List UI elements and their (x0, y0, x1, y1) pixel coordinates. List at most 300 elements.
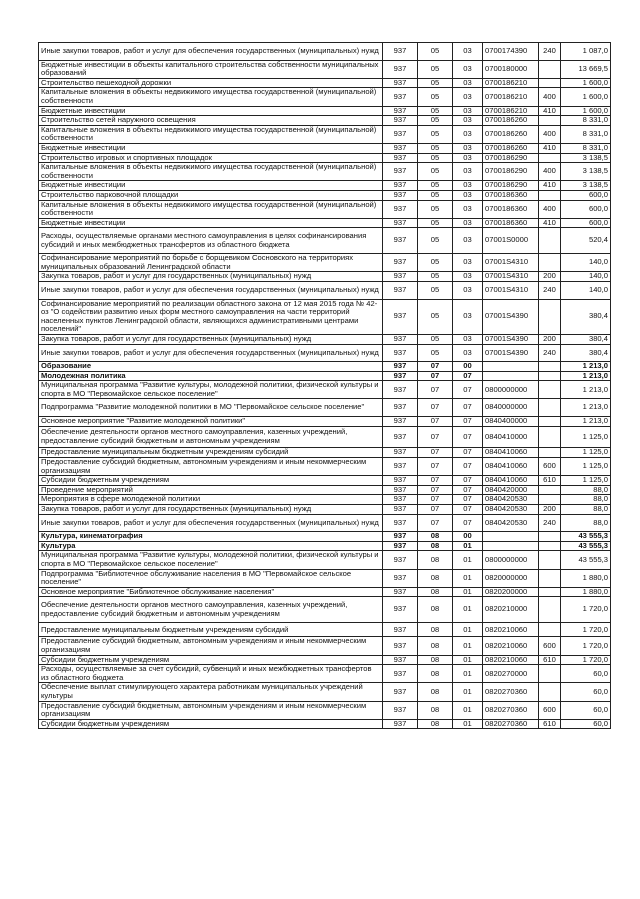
row-expense-type-cell: 400 (539, 163, 561, 181)
row-grbs-cell: 937 (383, 299, 418, 334)
row-amount-cell: 380,4 (561, 299, 611, 334)
row-subsection-cell: 07 (453, 399, 483, 417)
row-name-cell: Бюджетные инвестиции (39, 106, 383, 116)
table-row (39, 344, 611, 362)
row-name-cell: Иные закупки товаров, работ и услуг для обеспечения государственных (муниципальных) нужд (39, 344, 383, 362)
row-amount-cell: 43 555,3 (561, 541, 611, 551)
row-grbs-cell: 937 (383, 190, 418, 200)
budget-document-page (38, 42, 610, 729)
row-target-article-cell: 0700186260 (483, 116, 539, 126)
row-target-article-cell: 0700186360 (483, 190, 539, 200)
row-amount-cell: 60,0 (561, 719, 611, 729)
table-row (39, 504, 611, 514)
row-target-article-cell: 0700186360 (483, 200, 539, 218)
row-target-article-cell: 0840410060 (483, 476, 539, 486)
row-name-cell: Предоставление муниципальным бюджетным учреждениям субсидий (39, 448, 383, 458)
row-section-cell: 07 (418, 495, 453, 505)
row-section-cell: 07 (418, 426, 453, 448)
row-section-cell: 07 (418, 476, 453, 486)
row-target-article-cell: 0820210060 (483, 655, 539, 665)
row-amount-cell: 60,0 (561, 683, 611, 701)
budget-expenditure-table (38, 42, 611, 729)
row-target-article-cell: 0700186210 (483, 106, 539, 116)
table-row (39, 458, 611, 476)
row-amount-cell: 3 138,5 (561, 181, 611, 191)
row-expense-type-cell (539, 60, 561, 78)
row-subsection-cell: 01 (453, 597, 483, 623)
table-row (39, 655, 611, 665)
row-target-article-cell: 0840410060 (483, 458, 539, 476)
row-amount-cell: 43 555,3 (561, 551, 611, 569)
row-amount-cell: 1 213,0 (561, 399, 611, 417)
row-name-cell: Софинансирование мероприятий по борьбе с борщевиком Сосновского на территориях муниципальных образований Ленинградской области (39, 254, 383, 272)
row-section-cell: 08 (418, 665, 453, 683)
row-section-cell: 07 (418, 381, 453, 399)
row-target-article-cell: 0820000000 (483, 569, 539, 587)
row-subsection-cell: 07 (453, 417, 483, 427)
row-section-cell: 05 (418, 218, 453, 228)
row-amount-cell: 1 213,0 (561, 381, 611, 399)
row-section-cell: 05 (418, 281, 453, 299)
row-name-cell: Подпрограмма "Библиотечное обслуживание населения в МО "Первомайское сельское поселение" (39, 569, 383, 587)
row-target-article-cell: 0820270360 (483, 683, 539, 701)
row-subsection-cell: 03 (453, 125, 483, 143)
row-name-cell: Культура (39, 541, 383, 551)
row-amount-cell: 1 880,0 (561, 587, 611, 597)
row-target-article-cell: 0700186260 (483, 125, 539, 143)
table-row (39, 683, 611, 701)
row-target-article-cell: 07001S4310 (483, 254, 539, 272)
row-expense-type-cell: 200 (539, 272, 561, 282)
row-grbs-cell: 937 (383, 597, 418, 623)
row-name-cell: Образование (39, 362, 383, 372)
row-name-cell: Основное мероприятие "Библиотечное обслуживание населения" (39, 587, 383, 597)
row-subsection-cell: 03 (453, 299, 483, 334)
row-expense-type-cell: 400 (539, 125, 561, 143)
row-name-cell: Основное мероприятие "Развитие молодежной политики" (39, 417, 383, 427)
row-subsection-cell: 03 (453, 43, 483, 61)
row-subsection-cell: 01 (453, 701, 483, 719)
row-subsection-cell: 03 (453, 78, 483, 88)
row-subsection-cell: 03 (453, 254, 483, 272)
table-row (39, 514, 611, 532)
row-subsection-cell: 03 (453, 272, 483, 282)
table-row (39, 88, 611, 106)
row-section-cell: 08 (418, 541, 453, 551)
row-subsection-cell: 03 (453, 281, 483, 299)
row-name-cell: Расходы, осуществляемые за счет субсидий, субвенций и иных межбюджетных трансфертов из областного бюджета (39, 665, 383, 683)
row-name-cell: Иные закупки товаров, работ и услуг для обеспечения государственных (муниципальных) нужд (39, 514, 383, 532)
row-target-article-cell: 07001S4310 (483, 281, 539, 299)
row-target-article-cell: 0700186360 (483, 218, 539, 228)
row-expense-type-cell (539, 587, 561, 597)
row-section-cell: 08 (418, 683, 453, 701)
row-subsection-cell: 03 (453, 334, 483, 344)
row-expense-type-cell (539, 485, 561, 495)
row-grbs-cell: 937 (383, 719, 418, 729)
table-row (39, 417, 611, 427)
row-amount-cell: 1 125,0 (561, 426, 611, 448)
table-row (39, 637, 611, 655)
row-target-article-cell: 0840420530 (483, 514, 539, 532)
row-subsection-cell: 03 (453, 116, 483, 126)
row-target-article-cell: 0700186260 (483, 143, 539, 153)
row-name-cell: Бюджетные инвестиции в объекты капитального строительства собственности муниципальных образований (39, 60, 383, 78)
row-expense-type-cell: 600 (539, 458, 561, 476)
row-grbs-cell: 937 (383, 541, 418, 551)
row-grbs-cell: 937 (383, 344, 418, 362)
row-target-article-cell: 0820210060 (483, 623, 539, 637)
row-expense-type-cell: 410 (539, 106, 561, 116)
row-grbs-cell: 937 (383, 476, 418, 486)
row-section-cell: 05 (418, 190, 453, 200)
row-amount-cell: 1 720,0 (561, 623, 611, 637)
row-expense-type-cell: 240 (539, 514, 561, 532)
row-name-cell: Предоставление муниципальным бюджетным учреждениям субсидий (39, 623, 383, 637)
row-expense-type-cell (539, 228, 561, 254)
row-target-article-cell: 07001S4390 (483, 344, 539, 362)
row-section-cell: 05 (418, 344, 453, 362)
row-amount-cell: 88,0 (561, 495, 611, 505)
row-grbs-cell: 937 (383, 655, 418, 665)
row-expense-type-cell: 600 (539, 701, 561, 719)
row-grbs-cell: 937 (383, 514, 418, 532)
row-name-cell: Субсидии бюджетным учреждениям (39, 655, 383, 665)
row-expense-type-cell: 410 (539, 181, 561, 191)
row-grbs-cell: 937 (383, 495, 418, 505)
table-row (39, 381, 611, 399)
row-amount-cell: 1 880,0 (561, 569, 611, 587)
row-subsection-cell: 03 (453, 181, 483, 191)
row-target-article-cell: 0820210000 (483, 597, 539, 623)
table-row (39, 532, 611, 542)
row-section-cell: 05 (418, 200, 453, 218)
row-name-cell: Капитальные вложения в объекты недвижимого имущества государственной (муниципальной) собственности (39, 125, 383, 143)
table-row (39, 116, 611, 126)
row-section-cell: 05 (418, 228, 453, 254)
row-section-cell: 05 (418, 143, 453, 153)
row-target-article-cell: 0700186290 (483, 153, 539, 163)
row-name-cell: Бюджетные инвестиции (39, 181, 383, 191)
row-amount-cell: 1 125,0 (561, 476, 611, 486)
row-subsection-cell: 03 (453, 143, 483, 153)
row-grbs-cell: 937 (383, 381, 418, 399)
row-subsection-cell: 03 (453, 153, 483, 163)
row-expense-type-cell: 240 (539, 344, 561, 362)
row-name-cell: Строительство сетей наружного освещения (39, 116, 383, 126)
row-amount-cell: 1 213,0 (561, 362, 611, 372)
row-section-cell: 08 (418, 569, 453, 587)
row-grbs-cell: 937 (383, 623, 418, 637)
row-section-cell: 05 (418, 153, 453, 163)
row-grbs-cell: 937 (383, 60, 418, 78)
row-target-article-cell: 0800000000 (483, 381, 539, 399)
table-body (39, 43, 611, 729)
row-name-cell: Предоставление субсидий бюджетным, автономным учреждениям и иным некоммерческим организациям (39, 458, 383, 476)
table-row (39, 60, 611, 78)
row-expense-type-cell (539, 683, 561, 701)
row-expense-type-cell: 240 (539, 281, 561, 299)
row-target-article-cell: 0820200000 (483, 587, 539, 597)
row-subsection-cell: 00 (453, 362, 483, 372)
row-amount-cell: 1 213,0 (561, 371, 611, 381)
row-section-cell: 08 (418, 637, 453, 655)
row-subsection-cell: 07 (453, 504, 483, 514)
row-amount-cell: 600,0 (561, 200, 611, 218)
row-amount-cell: 60,0 (561, 701, 611, 719)
table-row (39, 399, 611, 417)
row-section-cell: 08 (418, 587, 453, 597)
row-name-cell: Предоставление субсидий бюджетным, автономным учреждениям и иным некоммерческим организациям (39, 701, 383, 719)
table-row (39, 551, 611, 569)
row-name-cell: Обеспечение деятельности органов местного самоуправления, казенных учреждений, предоставление субсидий бюджетным и автономным учреждениям (39, 426, 383, 448)
row-name-cell: Строительство игровых и спортивных площадок (39, 153, 383, 163)
row-grbs-cell: 937 (383, 228, 418, 254)
table-row (39, 569, 611, 587)
row-amount-cell: 88,0 (561, 504, 611, 514)
row-grbs-cell: 937 (383, 587, 418, 597)
row-name-cell: Обеспечение выплат стимулирующего характера работникам муниципальных учреждений культуры (39, 683, 383, 701)
row-name-cell: Расходы, осуществляемые органами местного самоуправления в целях софинансирования субсидий и иных межбюджетных трансфертов из областного бюджета (39, 228, 383, 254)
row-grbs-cell: 937 (383, 200, 418, 218)
row-expense-type-cell (539, 78, 561, 88)
table-row (39, 125, 611, 143)
row-target-article-cell: 07001S0000 (483, 228, 539, 254)
row-name-cell: Субсидии бюджетным учреждениям (39, 476, 383, 486)
row-grbs-cell: 937 (383, 116, 418, 126)
row-name-cell: Капитальные вложения в объекты недвижимого имущества государственной (муниципальной) собственности (39, 88, 383, 106)
row-amount-cell: 60,0 (561, 665, 611, 683)
row-amount-cell: 600,0 (561, 190, 611, 200)
table-row (39, 163, 611, 181)
row-name-cell: Закупка товаров, работ и услуг для государственных (муниципальных) нужд (39, 504, 383, 514)
row-section-cell: 07 (418, 485, 453, 495)
row-section-cell: 07 (418, 458, 453, 476)
row-subsection-cell: 07 (453, 476, 483, 486)
table-row (39, 281, 611, 299)
row-section-cell: 08 (418, 701, 453, 719)
table-row (39, 476, 611, 486)
table-row (39, 272, 611, 282)
table-row (39, 701, 611, 719)
row-name-cell: Софинансирование мероприятий по реализации областного закона от 12 мая 2015 года № 42-оз "О содействии развитию иных форм местного самоуправления на части территорий населенных пунктов Ленинградской области, являющихся административными центрами поселений" (39, 299, 383, 334)
row-target-article-cell: 0820270000 (483, 665, 539, 683)
row-section-cell: 05 (418, 272, 453, 282)
row-subsection-cell: 07 (453, 381, 483, 399)
row-grbs-cell: 937 (383, 218, 418, 228)
row-subsection-cell: 01 (453, 683, 483, 701)
row-section-cell: 05 (418, 43, 453, 61)
table-row (39, 143, 611, 153)
row-name-cell: Подпрограмма "Развитие молодежной политики в МО "Первомайское сельское поселение" (39, 399, 383, 417)
row-expense-type-cell (539, 362, 561, 372)
row-grbs-cell: 937 (383, 362, 418, 372)
row-subsection-cell: 03 (453, 228, 483, 254)
row-subsection-cell: 07 (453, 495, 483, 505)
row-grbs-cell: 937 (383, 143, 418, 153)
row-section-cell: 05 (418, 125, 453, 143)
row-amount-cell: 43 555,3 (561, 532, 611, 542)
row-expense-type-cell (539, 569, 561, 587)
row-subsection-cell: 01 (453, 637, 483, 655)
row-grbs-cell: 937 (383, 665, 418, 683)
row-target-article-cell: 0820270360 (483, 719, 539, 729)
row-amount-cell: 380,4 (561, 344, 611, 362)
row-name-cell: Молодежная политика (39, 371, 383, 381)
row-target-article-cell: 0800000000 (483, 551, 539, 569)
row-grbs-cell: 937 (383, 701, 418, 719)
row-name-cell: Предоставление субсидий бюджетным, автономным учреждениям и иным некоммерческим организациям (39, 637, 383, 655)
row-section-cell: 05 (418, 334, 453, 344)
row-grbs-cell: 937 (383, 334, 418, 344)
row-expense-type-cell (539, 623, 561, 637)
row-name-cell: Закупка товаров, работ и услуг для государственных (муниципальных) нужд (39, 334, 383, 344)
row-subsection-cell: 03 (453, 200, 483, 218)
row-amount-cell: 1 125,0 (561, 448, 611, 458)
row-target-article-cell: 0700180000 (483, 60, 539, 78)
row-name-cell: Строительство пешеходной дорожки (39, 78, 383, 88)
row-amount-cell: 1 213,0 (561, 417, 611, 427)
table-row (39, 719, 611, 729)
row-grbs-cell: 937 (383, 281, 418, 299)
table-row (39, 587, 611, 597)
row-amount-cell: 8 331,0 (561, 143, 611, 153)
row-target-article-cell: 0840420530 (483, 495, 539, 505)
row-amount-cell: 600,0 (561, 218, 611, 228)
row-expense-type-cell (539, 254, 561, 272)
row-grbs-cell: 937 (383, 458, 418, 476)
table-row (39, 623, 611, 637)
row-expense-type-cell (539, 665, 561, 683)
row-subsection-cell: 01 (453, 719, 483, 729)
row-grbs-cell: 937 (383, 272, 418, 282)
row-subsection-cell: 07 (453, 514, 483, 532)
row-amount-cell: 3 138,5 (561, 163, 611, 181)
row-grbs-cell: 937 (383, 426, 418, 448)
table-row (39, 106, 611, 116)
row-expense-type-cell (539, 371, 561, 381)
row-grbs-cell: 937 (383, 683, 418, 701)
row-section-cell: 05 (418, 88, 453, 106)
row-subsection-cell: 03 (453, 218, 483, 228)
row-target-article-cell: 0840410000 (483, 426, 539, 448)
row-expense-type-cell: 200 (539, 334, 561, 344)
row-name-cell: Капитальные вложения в объекты недвижимого имущества государственной (муниципальной) собственности (39, 200, 383, 218)
row-grbs-cell: 937 (383, 153, 418, 163)
row-section-cell: 07 (418, 514, 453, 532)
row-grbs-cell: 937 (383, 254, 418, 272)
row-expense-type-cell (539, 597, 561, 623)
row-expense-type-cell (539, 426, 561, 448)
row-expense-type-cell: 410 (539, 143, 561, 153)
table-row (39, 362, 611, 372)
row-name-cell: Закупка товаров, работ и услуг для государственных (муниципальных) нужд (39, 272, 383, 282)
row-expense-type-cell (539, 532, 561, 542)
row-amount-cell: 1 600,0 (561, 78, 611, 88)
row-section-cell: 05 (418, 163, 453, 181)
row-amount-cell: 140,0 (561, 281, 611, 299)
row-name-cell: Иные закупки товаров, работ и услуг для обеспечения государственных (муниципальных) нужд (39, 281, 383, 299)
table-row (39, 181, 611, 191)
row-name-cell: Субсидии бюджетным учреждениям (39, 719, 383, 729)
table-row (39, 299, 611, 334)
row-amount-cell: 88,0 (561, 485, 611, 495)
row-name-cell: Строительство парковочной площадки (39, 190, 383, 200)
row-amount-cell: 88,0 (561, 514, 611, 532)
row-name-cell: Бюджетные инвестиции (39, 218, 383, 228)
row-expense-type-cell (539, 417, 561, 427)
row-target-article-cell: 0700186210 (483, 88, 539, 106)
row-subsection-cell: 01 (453, 569, 483, 587)
row-grbs-cell: 937 (383, 371, 418, 381)
row-expense-type-cell (539, 551, 561, 569)
row-name-cell: Бюджетные инвестиции (39, 143, 383, 153)
row-grbs-cell: 937 (383, 88, 418, 106)
row-subsection-cell: 01 (453, 655, 483, 665)
row-name-cell: Капитальные вложения в объекты недвижимого имущества государственной (муниципальной) собственности (39, 163, 383, 181)
row-grbs-cell: 937 (383, 163, 418, 181)
row-section-cell: 08 (418, 551, 453, 569)
row-section-cell: 08 (418, 655, 453, 665)
row-expense-type-cell: 400 (539, 88, 561, 106)
row-subsection-cell: 01 (453, 623, 483, 637)
row-expense-type-cell (539, 399, 561, 417)
row-amount-cell: 140,0 (561, 254, 611, 272)
row-target-article-cell: 0700186290 (483, 181, 539, 191)
table-row (39, 200, 611, 218)
table-row (39, 334, 611, 344)
row-expense-type-cell (539, 381, 561, 399)
row-section-cell: 08 (418, 719, 453, 729)
row-expense-type-cell (539, 495, 561, 505)
table-row (39, 426, 611, 448)
row-expense-type-cell: 610 (539, 655, 561, 665)
row-section-cell: 05 (418, 181, 453, 191)
row-target-article-cell: 0840420000 (483, 485, 539, 495)
row-expense-type-cell: 200 (539, 504, 561, 514)
row-section-cell: 07 (418, 399, 453, 417)
row-amount-cell: 13 669,5 (561, 60, 611, 78)
row-subsection-cell: 07 (453, 458, 483, 476)
row-subsection-cell: 07 (453, 371, 483, 381)
row-section-cell: 05 (418, 78, 453, 88)
row-target-article-cell: 0820210060 (483, 637, 539, 655)
row-section-cell: 05 (418, 299, 453, 334)
row-amount-cell: 8 331,0 (561, 116, 611, 126)
row-amount-cell: 1 720,0 (561, 597, 611, 623)
table-row (39, 448, 611, 458)
table-row (39, 541, 611, 551)
row-target-article-cell (483, 541, 539, 551)
row-subsection-cell: 03 (453, 88, 483, 106)
row-subsection-cell: 00 (453, 532, 483, 542)
table-row (39, 228, 611, 254)
row-target-article-cell (483, 371, 539, 381)
row-grbs-cell: 937 (383, 485, 418, 495)
row-amount-cell: 1 600,0 (561, 106, 611, 116)
row-section-cell: 07 (418, 371, 453, 381)
row-amount-cell: 1 087,0 (561, 43, 611, 61)
table-row (39, 190, 611, 200)
row-expense-type-cell (539, 299, 561, 334)
row-expense-type-cell: 400 (539, 200, 561, 218)
row-amount-cell: 380,4 (561, 334, 611, 344)
row-grbs-cell: 937 (383, 125, 418, 143)
row-target-article-cell: 0840420530 (483, 504, 539, 514)
row-amount-cell: 1 600,0 (561, 88, 611, 106)
row-amount-cell: 520,4 (561, 228, 611, 254)
row-expense-type-cell (539, 153, 561, 163)
